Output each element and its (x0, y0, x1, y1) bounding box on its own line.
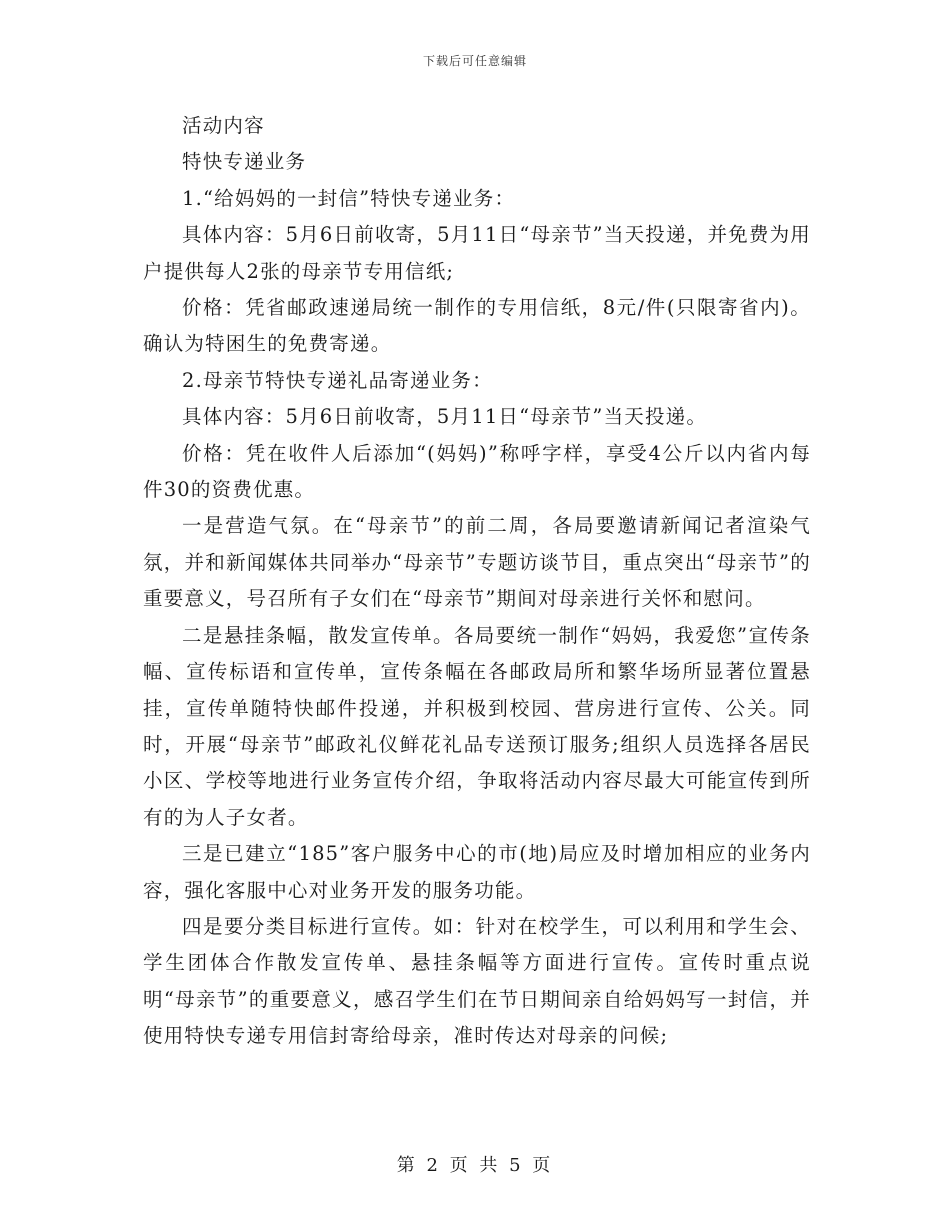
page-header-note: 下载后可任意编辑 (422, 54, 527, 68)
paragraph-targeted-promotion: 四是要分类目标进行宣传。如：针对在校学生，可以利用和学生会、学生团体合作散发宣传单、悬挂条幅等方面进行宣传。宣传时重点说明“母亲节”的重要意义，感召学生们在节日期间亲自给妈妈写一封信，并使用特快专递专用信封寄给母亲，准时传达对母亲的问候; (143, 914, 811, 1048)
section-heading-activity: 活动内容 (182, 114, 265, 137)
paragraph-service-center: 三是已建立“185”客户服务中心的市(地)局应及时增加相应的业务内容，强化客服中心对业务开发的服务功能。 (143, 842, 811, 902)
document-body (143, 108, 811, 1055)
item-heading-letter: 1.“给妈妈的一封信”特快专递业务： (182, 186, 516, 210)
paragraph-letter-price: 价格：凭省邮政速递局统一制作的专用信纸，8元/件(只限寄省内)。确认为特困生的免费寄递。 (143, 296, 811, 356)
paragraph-atmosphere: 一是营造气氛。在“母亲节”的前二周，各局要邀请新闻记者渲染气氛，并和新闻媒体共同举办“母亲节”专题访谈节目，重点突出“母亲节”的重要意义，号召所有子女们在“母亲节”期间对母亲进行关怀和慰问。 (143, 514, 811, 611)
paragraph-gift-price: 价格：凭在收件人后添加“(妈妈)”称呼字样，享受4公斤以内省内每件30的资费优惠。 (143, 441, 811, 502)
paragraph-letter-details: 具体内容：5月6日前收寄，5月11日“母亲节”当天投递，并免费为用户提供每人2张的母亲节专用信纸; (143, 223, 811, 283)
paragraph-gift-details: 具体内容：5月6日前收寄，5月11日“母亲节”当天投递。 (182, 405, 708, 429)
paragraph-banners: 二是悬挂条幅，散发宣传单。各局要统一制作“妈妈，我爱您”宣传条幅、宣传标语和宣传单，宣传条幅在各邮政局所和繁华场所显著位置悬挂，宣传单随特快邮件投递，并积极到校园、营房进行宣传、公关。同时，开展“母亲节”邮政礼仪鲜花礼品专送预订服务;组织人员选择各居民小区、学校等地进行业务宣传介绍，争取将活动内容尽最大可能宣传到所有的为人子女者。 (143, 623, 811, 829)
section-heading-express: 特快专递业务 (182, 150, 307, 174)
page-number-footer: 第 2 页 共 5 页 (396, 1155, 554, 1176)
item-heading-gift: 2.母亲节特快专递礼品寄递业务： (182, 368, 493, 392)
